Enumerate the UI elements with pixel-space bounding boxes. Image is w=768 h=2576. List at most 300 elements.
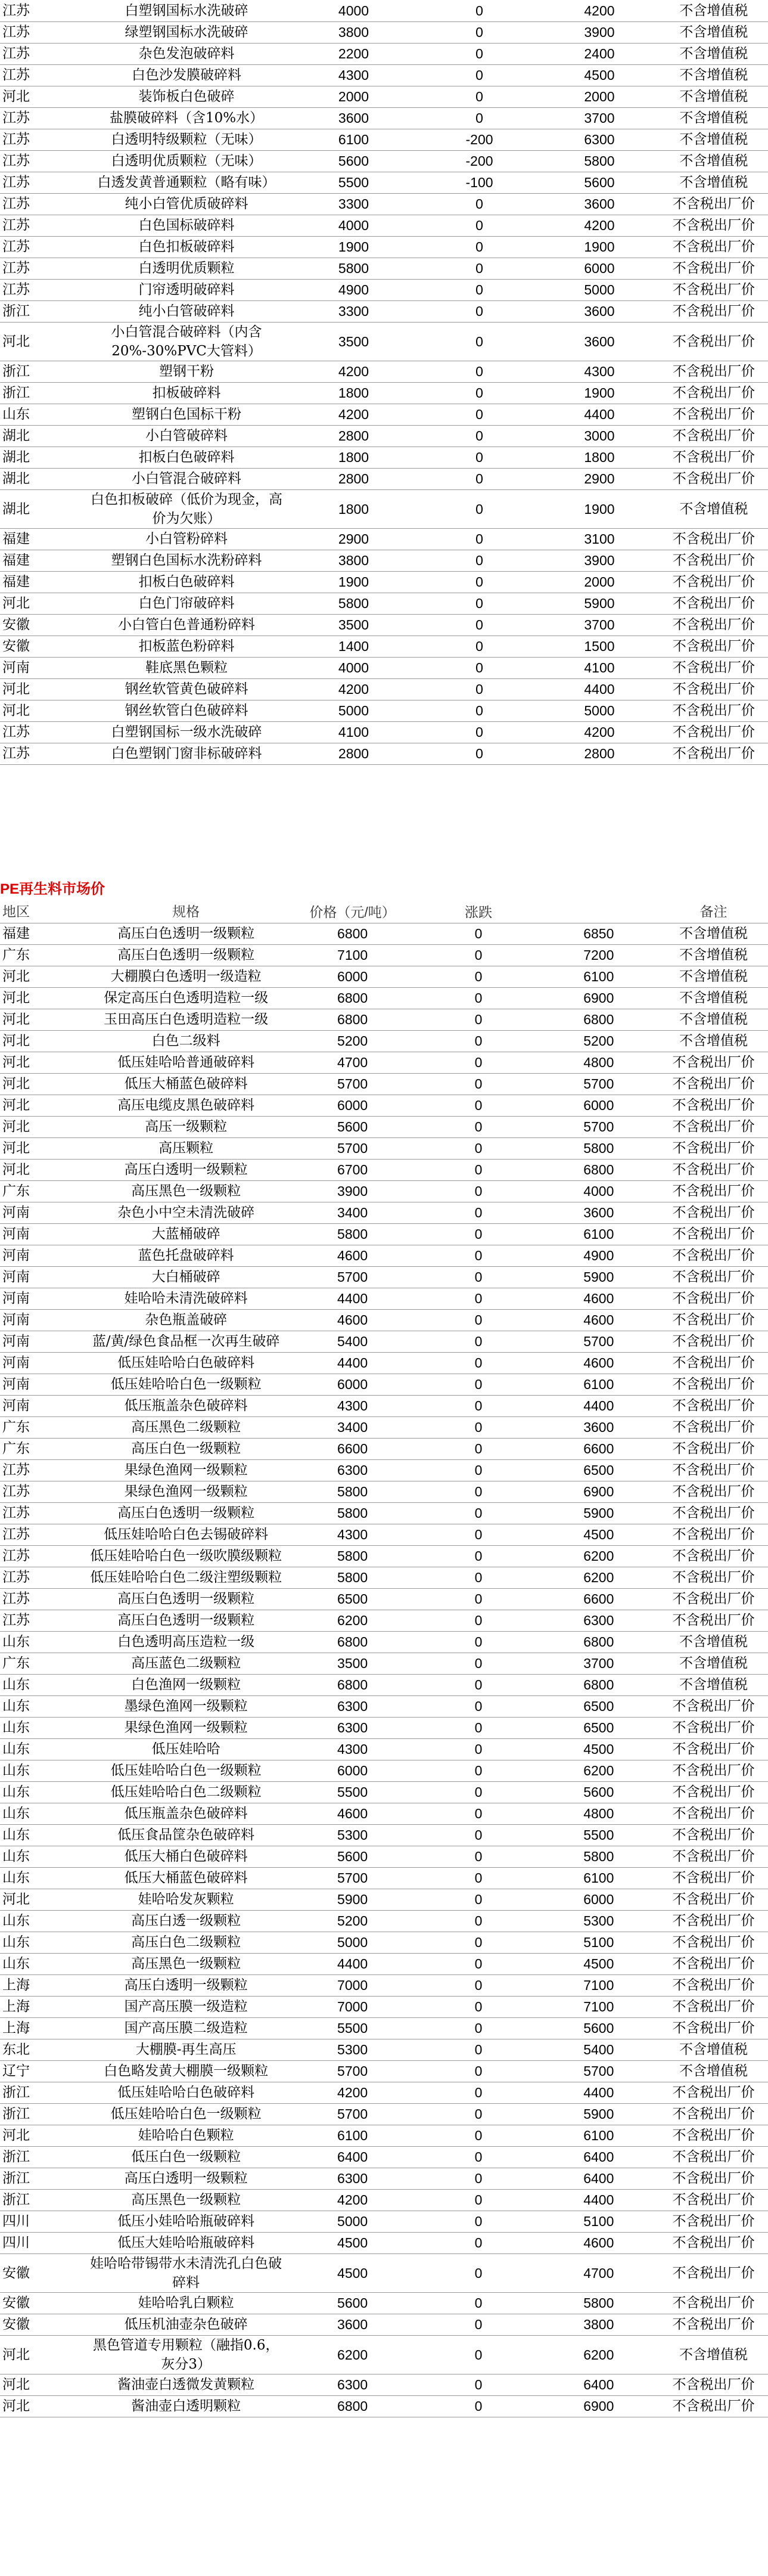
cell-spec: 白透明特级颗粒（无味）	[85, 129, 288, 150]
cell-price: 4200	[288, 678, 419, 700]
cell-price: 5700	[287, 1137, 419, 1159]
cell-price-2: 3900	[539, 550, 660, 571]
cell-change: 0	[418, 2232, 538, 2253]
cell-price-2: 5200	[539, 1030, 659, 1052]
cell-spec: 低压娃哈哈白色二级颗粒	[86, 1781, 287, 1803]
cell-price-2: 5400	[539, 2039, 659, 2060]
cell-change: 0	[419, 593, 539, 614]
cell-price: 5800	[288, 593, 419, 614]
cell-spec: 白塑钢国标一级水洗破碎	[85, 721, 288, 743]
table-row	[0, 21, 768, 43]
cell-price: 5600	[288, 150, 419, 172]
table-row	[0, 447, 768, 468]
cell-change: 0	[419, 21, 539, 43]
cell-region: 安徽	[0, 636, 85, 657]
table-row	[0, 987, 768, 1009]
cell-region: 山东	[0, 1631, 86, 1653]
cell-remark: 不含税出厂价	[659, 1352, 768, 1374]
cell-price: 4600	[287, 1309, 419, 1331]
cell-price: 3500	[288, 614, 419, 636]
cell-price-2: 4500	[539, 1738, 659, 1760]
cell-price: 6200	[287, 2335, 419, 2374]
cell-change: 0	[419, 193, 539, 215]
cell-change: 0	[419, 614, 539, 636]
cell-spec: 扣板白色破碎料	[85, 571, 288, 593]
cell-price: 1400	[288, 636, 419, 657]
cell-remark: 不含税出厂价	[660, 322, 768, 361]
cell-spec: 钢丝软管白色破碎料	[85, 700, 288, 721]
cell-price-2: 6100	[539, 1867, 659, 1889]
cell-change: 0	[418, 1030, 538, 1052]
table-row	[0, 1288, 768, 1309]
cell-price: 4200	[287, 2082, 419, 2103]
cell-price: 5200	[287, 1910, 419, 1932]
cell-change: 0	[418, 1137, 538, 1159]
cell-change: 0	[418, 1824, 538, 1846]
cell-price: 5900	[287, 1889, 419, 1910]
cell-price-2: 4600	[539, 1352, 659, 1374]
table-row	[0, 1352, 768, 1374]
cell-price-2: 2400	[539, 43, 660, 64]
cell-change: 0	[418, 1180, 538, 1202]
cell-price: 3600	[288, 107, 419, 129]
cell-price: 6000	[287, 966, 419, 987]
cell-region: 东北	[0, 2039, 86, 2060]
cell-price: 4100	[288, 721, 419, 743]
cell-region: 广东	[0, 944, 86, 966]
cell-change: 0	[419, 636, 539, 657]
cell-remark: 不含税出厂价	[659, 1223, 768, 1245]
cell-spec: 低压娃哈哈白色去锡破碎料	[86, 1524, 287, 1545]
cell-price-2: 3700	[539, 107, 660, 129]
cell-price-2: 6900	[539, 987, 659, 1009]
cell-remark: 不含增值税	[659, 944, 768, 966]
cell-region: 河北	[0, 1137, 86, 1159]
cell-price: 4900	[288, 279, 419, 300]
cell-price-2: 7200	[539, 944, 659, 966]
cell-spec: 高压黑色二级颗粒	[86, 1416, 287, 1438]
cell-change: 0	[419, 489, 539, 528]
cell-change: 0	[418, 1781, 538, 1803]
cell-remark: 不含税出厂价	[660, 700, 768, 721]
cell-remark: 不含税出厂价	[659, 1374, 768, 1395]
cell-change: 0	[418, 1266, 538, 1288]
cell-price-2: 4400	[539, 1395, 659, 1416]
cell-region: 福建	[0, 571, 85, 593]
cell-region: 浙江	[0, 2189, 86, 2211]
cell-spec: 娃哈哈未清洗破碎料	[86, 1288, 287, 1309]
table-row	[0, 1631, 768, 1653]
cell-price: 4200	[288, 404, 419, 425]
cell-price-2: 1900	[539, 489, 660, 528]
cell-spec: 白塑钢国标水洗破碎	[85, 0, 288, 21]
cell-spec: 白透发黄普通颗粒（略有味）	[85, 172, 288, 193]
cell-region: 江苏	[0, 172, 85, 193]
cell-region: 广东	[0, 1653, 86, 1674]
cell-remark: 不含税出厂价	[660, 721, 768, 743]
cell-price: 6800	[287, 923, 419, 944]
cell-price: 5300	[287, 2039, 419, 2060]
cell-region: 河南	[0, 1331, 86, 1352]
cell-price-2: 6100	[539, 966, 659, 987]
cell-region: 福建	[0, 923, 86, 944]
cell-change: 0	[418, 2292, 538, 2314]
table-row	[0, 2314, 768, 2335]
cell-spec: 果绿色渔网一级颗粒	[86, 1717, 287, 1738]
cell-price-2: 5900	[539, 593, 660, 614]
cell-region: 广东	[0, 1416, 86, 1438]
cell-price-2: 3600	[539, 322, 660, 361]
table-row	[0, 172, 768, 193]
cell-change: 0	[419, 382, 539, 404]
cell-region: 江苏	[0, 64, 85, 86]
pe-section-title: PE再生料市场价	[0, 881, 105, 897]
cell-spec: 蓝色托盘破碎料	[86, 1245, 287, 1266]
cell-price: 2900	[288, 528, 419, 550]
table-row	[0, 923, 768, 944]
cell-spec: 白透明优质颗粒	[85, 258, 288, 279]
cell-price-2: 4500	[539, 64, 660, 86]
cell-price-2: 6900	[539, 1481, 659, 1502]
cell-region: 河南	[0, 1352, 86, 1374]
cell-price-2: 7100	[539, 1974, 659, 1996]
cell-price: 4600	[287, 1803, 419, 1824]
cell-change: 0	[418, 1245, 538, 1266]
table-row	[0, 743, 768, 764]
table-row	[0, 300, 768, 322]
cell-remark: 不含税出厂价	[659, 1095, 768, 1116]
header-price: 价格（元/吨）	[287, 901, 419, 923]
cell-price: 5700	[287, 2103, 419, 2125]
cell-price: 4000	[288, 0, 419, 21]
cell-region: 湖北	[0, 489, 85, 528]
cell-region: 江苏	[0, 236, 85, 258]
cell-spec: 钢丝软管黄色破碎料	[85, 678, 288, 700]
cell-change: 0	[418, 1395, 538, 1416]
cell-change: 0	[418, 1459, 538, 1481]
cell-spec: 果绿色渔网一级颗粒	[86, 1459, 287, 1481]
cell-remark: 不含税出厂价	[660, 215, 768, 236]
cell-spec: 小白管混合破碎料（内含20%-30%PVC大管料）	[85, 322, 288, 361]
cell-price: 6800	[287, 1631, 419, 1653]
cell-spec: 扣板蓝色粉碎料	[85, 636, 288, 657]
cell-change: 0	[418, 1846, 538, 1867]
cell-change: 0	[418, 1374, 538, 1395]
cell-region: 山东	[0, 1867, 86, 1889]
cell-spec: 娃哈哈带锡带水未清洗孔白色破碎料	[86, 2253, 287, 2292]
cell-price: 4500	[287, 2232, 419, 2253]
cell-remark: 不含税出厂价	[659, 2374, 768, 2395]
cell-spec: 高压电缆皮黑色破碎料	[86, 1095, 287, 1116]
cell-price-2: 1800	[539, 447, 660, 468]
cell-remark: 不含税出厂价	[659, 1974, 768, 1996]
cell-spec: 果绿色渔网一级颗粒	[86, 1481, 287, 1502]
cell-spec: 黑色管道专用颗粒（融指0.6，灰分3）	[86, 2335, 287, 2374]
cell-change: 0	[418, 1738, 538, 1760]
cell-spec: 大棚膜白色透明一级造粒	[86, 966, 287, 987]
cell-change: 0	[419, 550, 539, 571]
cell-region: 湖北	[0, 447, 85, 468]
cell-remark: 不含增值税	[660, 150, 768, 172]
cell-price-2: 2800	[539, 743, 660, 764]
cell-region: 河北	[0, 1030, 86, 1052]
cell-region: 四川	[0, 2211, 86, 2232]
cell-change: 0	[419, 657, 539, 678]
cell-price-2: 6500	[539, 1695, 659, 1717]
cell-change: 0	[418, 1073, 538, 1095]
cell-price-2: 6800	[539, 1159, 659, 1180]
cell-remark: 不含税出厂价	[659, 1610, 768, 1631]
cell-remark: 不含税出厂价	[659, 2253, 768, 2292]
cell-remark: 不含税出厂价	[659, 1416, 768, 1438]
cell-price: 5000	[288, 700, 419, 721]
cell-change: 0	[418, 2335, 538, 2374]
cell-remark: 不含税出厂价	[660, 636, 768, 657]
cell-region: 河北	[0, 1009, 86, 1030]
cell-region: 浙江	[0, 2168, 86, 2189]
cell-remark: 不含税出厂价	[660, 258, 768, 279]
cell-change: 0	[418, 1416, 538, 1438]
cell-spec: 娃哈哈发灰颗粒	[86, 1889, 287, 1910]
table-row	[0, 1438, 768, 1459]
cell-price: 7100	[287, 944, 419, 966]
table-row	[0, 1567, 768, 1588]
cell-price: 4300	[287, 1395, 419, 1416]
cell-price: 2800	[288, 425, 419, 447]
cell-price: 5800	[288, 258, 419, 279]
cell-price-2: 4400	[539, 2082, 659, 2103]
cell-price: 3500	[287, 1653, 419, 1674]
cell-spec: 高压白色一级颗粒	[86, 1438, 287, 1459]
cell-price-2: 6800	[539, 1674, 659, 1695]
cell-price: 3800	[288, 21, 419, 43]
header-remark: 备注	[659, 901, 768, 923]
cell-price-2: 5700	[539, 2060, 659, 2082]
cell-change: 0	[418, 1695, 538, 1717]
table-row	[0, 571, 768, 593]
cell-remark: 不含增值税	[660, 86, 768, 107]
table-row	[0, 0, 768, 21]
cell-price-2: 6100	[539, 1223, 659, 1245]
cell-change: 0	[418, 1631, 538, 1653]
cell-price-2: 1500	[539, 636, 660, 657]
cell-remark: 不含税出厂价	[659, 1846, 768, 1867]
cell-spec: 白色国标破碎料	[85, 215, 288, 236]
cell-spec: 国产高压膜二级造粒	[86, 2017, 287, 2039]
cell-remark: 不含税出厂价	[660, 571, 768, 593]
cell-change: 0	[418, 2374, 538, 2395]
cell-region: 上海	[0, 2017, 86, 2039]
cell-price: 6200	[287, 1610, 419, 1631]
cell-price-2: 2000	[539, 571, 660, 593]
cell-remark: 不含税出厂价	[659, 1288, 768, 1309]
cell-price-2: 6800	[539, 1009, 659, 1030]
cell-region: 河北	[0, 322, 85, 361]
cell-spec: 低压白色一级颗粒	[86, 2146, 287, 2168]
cell-spec: 高压白色透明一级颗粒	[86, 944, 287, 966]
cell-region: 河南	[0, 1245, 86, 1266]
cell-change: 0	[418, 2189, 538, 2211]
cell-change: 0	[418, 1974, 538, 1996]
cell-price: 5700	[287, 1073, 419, 1095]
cell-spec: 白色透明高压造粒一级	[86, 1631, 287, 1653]
table-row	[0, 1137, 768, 1159]
cell-change: 0	[418, 1910, 538, 1932]
cell-region: 山东	[0, 1953, 86, 1974]
cell-change: 0	[418, 1331, 538, 1352]
cell-remark: 不含税出厂价	[660, 404, 768, 425]
cell-remark: 不含税出厂价	[660, 447, 768, 468]
cell-price-2: 5800	[539, 1137, 659, 1159]
cell-remark: 不含税出厂价	[659, 1824, 768, 1846]
header-region: 地区	[0, 901, 86, 923]
table-row	[0, 1889, 768, 1910]
cell-spec: 低压瓶盖杂色破碎料	[86, 1395, 287, 1416]
table-row	[0, 2168, 768, 2189]
cell-spec: 杂色发泡破碎料	[85, 43, 288, 64]
cell-change: 0	[418, 2060, 538, 2082]
cell-price-2: 3600	[539, 300, 660, 322]
cell-spec: 绿塑钢国标水洗破碎	[85, 21, 288, 43]
cell-region: 湖北	[0, 425, 85, 447]
cell-change: 0	[418, 1481, 538, 1502]
cell-remark: 不含税出厂价	[659, 1438, 768, 1459]
cell-change: 0	[418, 1610, 538, 1631]
cell-change: 0	[418, 966, 538, 987]
cell-spec: 低压机油壶杂色破碎	[86, 2314, 287, 2335]
cell-spec: 高压黑色一级颗粒	[86, 1180, 287, 1202]
cell-remark: 不含增值税	[660, 489, 768, 528]
table-row	[0, 614, 768, 636]
cell-price-2: 5600	[539, 1781, 659, 1803]
cell-remark: 不含增值税	[660, 107, 768, 129]
cell-region: 河北	[0, 1052, 86, 1073]
cell-price: 5700	[287, 2060, 419, 2082]
cell-spec: 低压娃哈哈白色破碎料	[86, 1352, 287, 1374]
cell-remark: 不含增值税	[660, 64, 768, 86]
table-row	[0, 322, 768, 361]
cell-region: 江苏	[0, 258, 85, 279]
cell-price-2: 4700	[539, 2253, 659, 2292]
cell-spec: 墨绿色渔网一级颗粒	[86, 1695, 287, 1717]
cell-price-2: 5300	[539, 1910, 659, 1932]
cell-remark: 不含税出厂价	[660, 361, 768, 382]
cell-change: 0	[418, 987, 538, 1009]
cell-price: 5200	[287, 1030, 419, 1052]
cell-price: 4000	[288, 657, 419, 678]
cell-spec: 盐膜破碎料（含10%水）	[85, 107, 288, 129]
cell-price: 6800	[287, 2395, 419, 2417]
table-row	[0, 1395, 768, 1416]
cell-price: 4300	[287, 1738, 419, 1760]
cell-spec: 低压小娃哈哈瓶破碎料	[86, 2211, 287, 2232]
cell-region: 山东	[0, 1760, 86, 1781]
cell-price-2: 5900	[539, 2103, 659, 2125]
cell-price-2: 3600	[539, 1202, 659, 1223]
cell-remark: 不含税出厂价	[659, 1159, 768, 1180]
cell-spec: 白色塑钢门窗非标破碎料	[85, 743, 288, 764]
cell-region: 江苏	[0, 1588, 86, 1610]
cell-change: 0	[418, 2395, 538, 2417]
cell-change: 0	[419, 721, 539, 743]
cell-spec: 白色略发黄大棚膜一级颗粒	[86, 2060, 287, 2082]
pe-price-table-body	[0, 923, 768, 2417]
cell-spec: 塑钢白色国标干粉	[85, 404, 288, 425]
table-row	[0, 258, 768, 279]
cell-remark: 不含税出厂价	[659, 2103, 768, 2125]
cell-remark: 不含税出厂价	[659, 1309, 768, 1331]
cell-price: 5000	[287, 2211, 419, 2232]
cell-price: 3300	[288, 300, 419, 322]
cell-region: 河南	[0, 1395, 86, 1416]
cell-spec: 高压白色透明一级颗粒	[86, 1588, 287, 1610]
cell-spec: 低压娃哈哈白色破碎料	[86, 2082, 287, 2103]
cell-region: 浙江	[0, 2146, 86, 2168]
table-row	[0, 1760, 768, 1781]
cell-region: 浙江	[0, 361, 85, 382]
cell-change: 0	[419, 678, 539, 700]
cell-spec: 扣板白色破碎料	[85, 447, 288, 468]
cell-remark: 不含增值税	[659, 1674, 768, 1695]
cell-price: 5400	[287, 1331, 419, 1352]
cell-spec: 白色二级料	[86, 1030, 287, 1052]
table-row	[0, 361, 768, 382]
cell-price: 6400	[287, 2146, 419, 2168]
cell-price: 4700	[287, 1052, 419, 1073]
cell-price: 6300	[287, 2168, 419, 2189]
table-row	[0, 1245, 768, 1266]
cell-spec: 酱油壶白透明颗粒	[86, 2395, 287, 2417]
cell-price: 4200	[287, 2189, 419, 2211]
cell-region: 河北	[0, 2374, 86, 2395]
cell-change: 0	[418, 1567, 538, 1588]
cell-change: 0	[418, 2125, 538, 2146]
cell-price-2: 6600	[539, 1438, 659, 1459]
cell-price-2: 6300	[539, 1610, 659, 1631]
cell-price-2: 6100	[539, 1374, 659, 1395]
cell-spec: 大蓝桶破碎	[86, 1223, 287, 1245]
table-row	[0, 1674, 768, 1695]
cell-price-2: 4300	[539, 361, 660, 382]
cell-spec: 娃哈哈乳白颗粒	[86, 2292, 287, 2314]
table-row	[0, 1953, 768, 1974]
cell-change: 0	[418, 1803, 538, 1824]
cell-change: 0	[418, 1953, 538, 1974]
cell-remark: 不含税出厂价	[659, 1524, 768, 1545]
cell-spec: 低压娃哈哈白色二级注塑级颗粒	[86, 1567, 287, 1588]
cell-price: 5300	[287, 1824, 419, 1846]
table-row	[0, 1932, 768, 1953]
cell-spec: 高压白透明一级颗粒	[86, 2168, 287, 2189]
cell-price-2: 6400	[539, 2146, 659, 2168]
cell-price-2: 4400	[539, 2189, 659, 2211]
cell-price-2: 6000	[539, 258, 660, 279]
table-row	[0, 193, 768, 215]
cell-spec: 白色扣板破碎料	[85, 236, 288, 258]
table-row	[0, 1867, 768, 1889]
cell-remark: 不含增值税	[659, 923, 768, 944]
cell-region: 山东	[0, 1846, 86, 1867]
pvc-price-section	[0, 0, 768, 765]
cell-price-2: 6400	[539, 2374, 659, 2395]
cell-price-2: 5800	[539, 1846, 659, 1867]
cell-change: 0	[418, 1889, 538, 1910]
cell-region: 河北	[0, 2395, 86, 2417]
cell-region: 山东	[0, 1803, 86, 1824]
cell-remark: 不含税出厂价	[659, 1781, 768, 1803]
cell-remark: 不含税出厂价	[659, 1867, 768, 1889]
cell-region: 河南	[0, 1223, 86, 1245]
